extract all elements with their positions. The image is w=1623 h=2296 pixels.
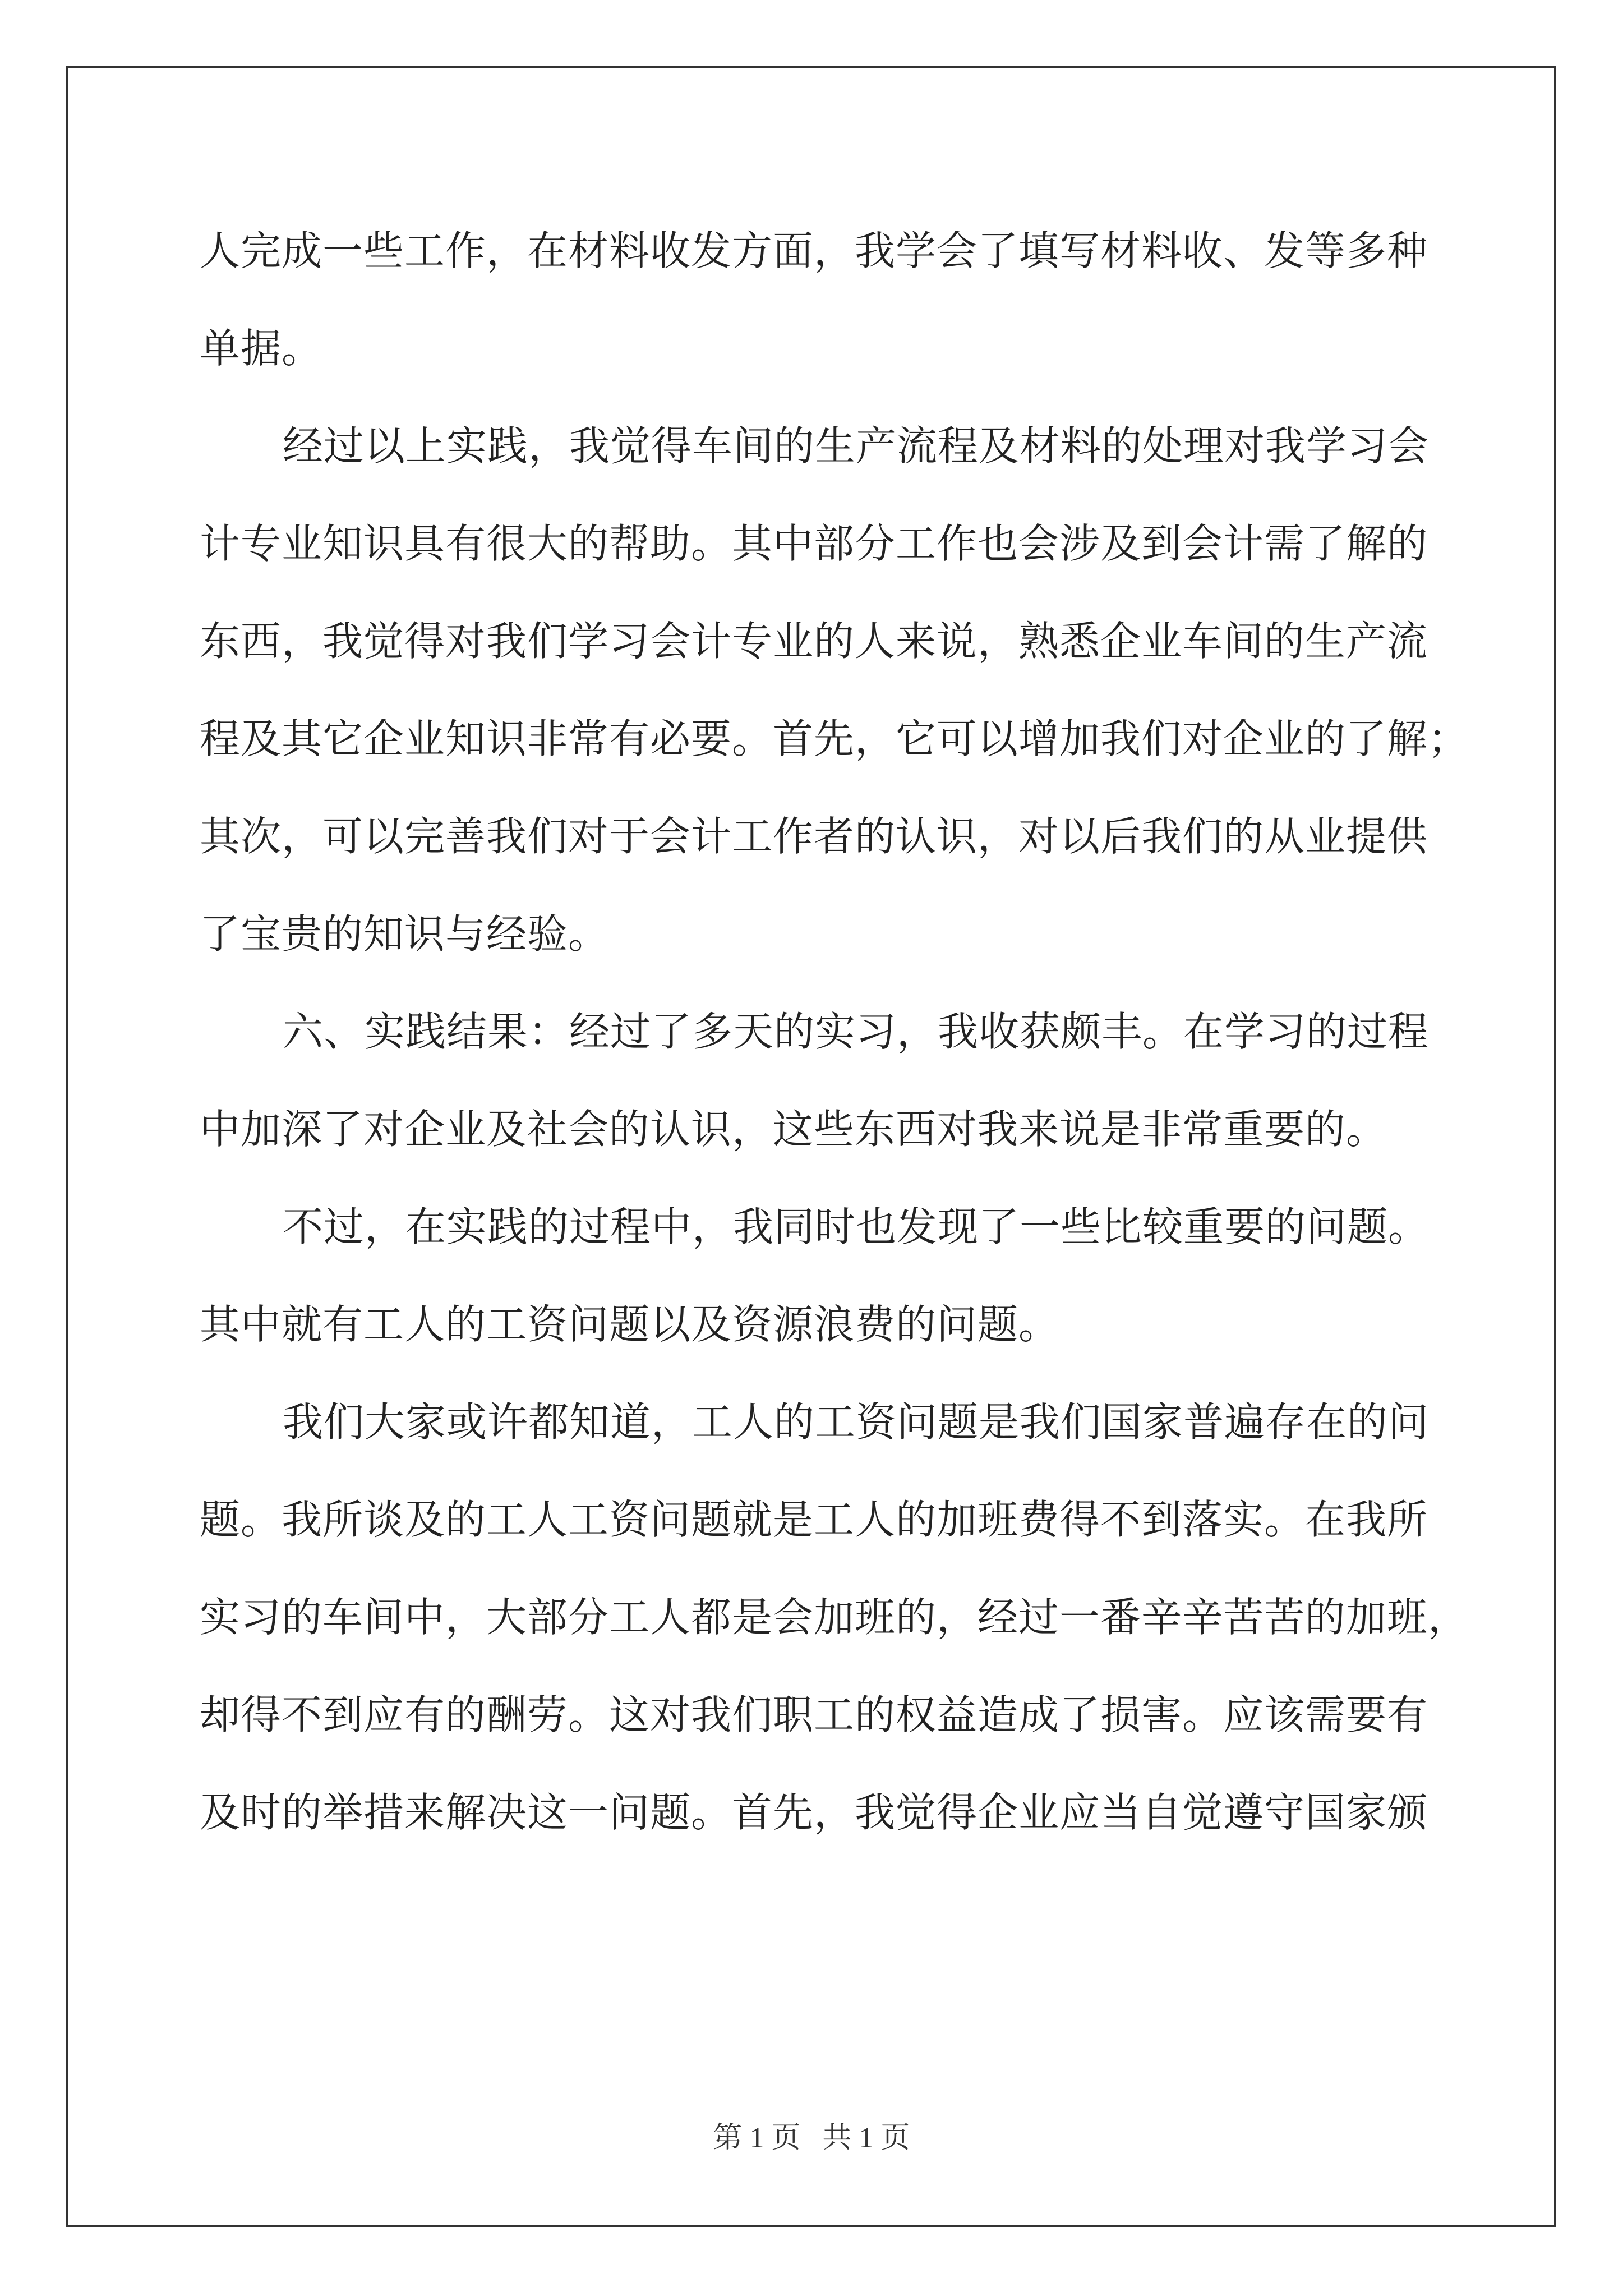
text-line: 人完成一些工作，在材料收发方面，我学会了填写材料收、发等多种 [200, 227, 1428, 274]
text-line: 不过，在实践的过程中，我同时也发现了一些比较重要的问题。 [283, 1203, 1430, 1250]
text-line: 我们大家或许都知道，工人的工资问题是我们国家普遍存在的问 [283, 1398, 1430, 1446]
text-line: 经过以上实践，我觉得车间的生产流程及材料的处理对我学习会 [283, 422, 1430, 470]
text-line: 中加深了对企业及社会的认识，这些东西对我来说是非常重要的。 [200, 1106, 1387, 1153]
text-line: 其次，可以完善我们对于会计工作者的认识，对以后我们的从业提供 [200, 813, 1428, 860]
text-line: 东西，我觉得对我们学习会计专业的人来说，熟悉企业车间的生产流 [200, 618, 1428, 665]
text-line: 六、实践结果：经过了多天的实习，我收获颇丰。在学习的过程 [283, 1008, 1430, 1055]
text-line: 计专业知识具有很大的帮助。其中部分工作也会涉及到会计需了解的 [200, 520, 1428, 567]
text-line: 程及其它企业知识非常有必要。首先，它可以增加我们对企业的了解； [200, 715, 1469, 762]
text-line: 却得不到应有的酬劳。这对我们职工的权益造成了损害。应该需要有 [200, 1691, 1428, 1738]
document-body [200, 218, 1469, 1877]
page-footer: 第 1 页 共 1 页 [713, 2122, 910, 2154]
text-line: 其中就有工人的工资问题以及资源浪费的问题。 [200, 1301, 1060, 1348]
text-line: 及时的举措来解决这一问题。首先，我觉得企业应当自觉遵守国家颁 [200, 1789, 1428, 1836]
text-line: 了宝贵的知识与经验。 [200, 910, 610, 958]
text-line: 单据。 [200, 325, 323, 372]
text-line: 题。我所谈及的工人工资问题就是工人的加班费得不到落实。在我所 [200, 1496, 1428, 1543]
text-line: 实习的车间中，大部分工人都是会加班的，经过一番辛辛苦苦的加班， [200, 1594, 1469, 1641]
